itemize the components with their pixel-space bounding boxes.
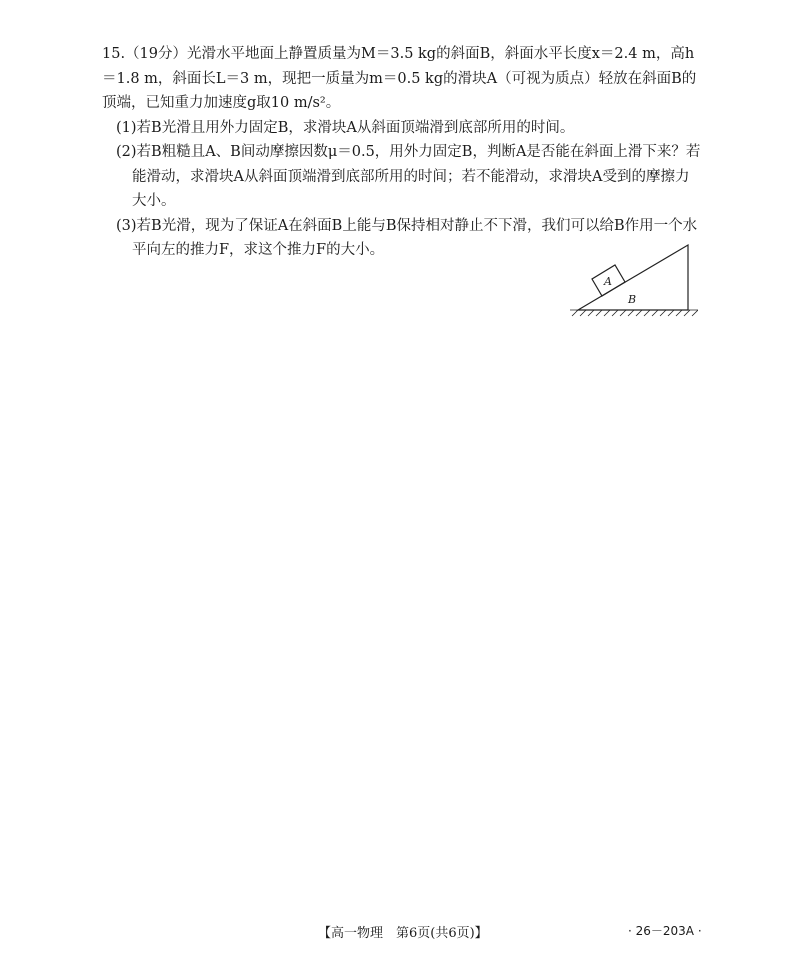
sub-question-1: (1)若B光滑且用外力固定B，求滑块A从斜面顶端滑到底部所用的时间。 [116, 119, 575, 136]
problem-stem: 15.（19分）光滑水平地面上静置质量为M＝3.5 kg的斜面B，斜面水平长度x＝2.4 m，高h＝1.8 m，斜面长L＝3 m，现把一质量为m＝0.5 kg的滑块A（可视为质点）轻放在斜面B的顶端，已知重力加速度g取10 m/s²。 [102, 46, 697, 111]
problem-15 [102, 42, 702, 263]
footer-page-info: 【高一物理 第6页(共6页)】 [318, 926, 488, 941]
incline-b-label: B [628, 293, 637, 306]
incline-diagram [568, 240, 698, 320]
footer-code: · 26－203A · [628, 924, 702, 938]
ground-hatching [570, 310, 698, 316]
sub-question-3: (3)若B光滑，现为了保证A在斜面B上能与B保持相对静止不下滑，我们可以给B作用一个水平向左的推力F，求这个推力F的大小。 [116, 217, 698, 258]
page-footer [0, 922, 800, 942]
block-a-label: A [604, 275, 612, 288]
sub-question-2: (2)若B粗糙且A、B间动摩擦因数μ＝0.5，用外力固定B，判断A是否能在斜面上滑下来？若能滑动，求滑块A从斜面顶端滑到底部所用的时间；若不能滑动，求滑块A受到的摩擦力大小。 [116, 144, 701, 209]
